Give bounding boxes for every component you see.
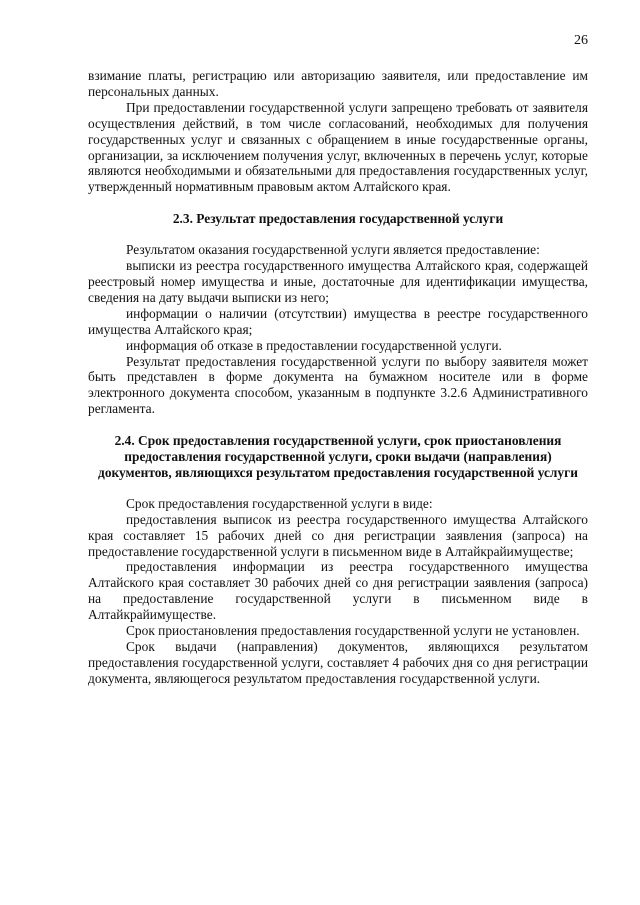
document-body (88, 68, 588, 687)
paragraph-result-extract: выписки из реестра государственного имущества Алтайского края, содержащей реестровый номер имущества и иные, достаточные для идентификации имущества, сведения на дату выдачи выписки из него; (88, 258, 588, 305)
paragraph-result-form: Результат предоставления государственной услуги по выбору заявителя может быть представлен в форме документа на бумажном носителе или в форме электронного документа способом, указанным в подпункте 3.2.6 Административного регламента. (88, 353, 588, 417)
paragraph-prohibition: При предоставлении государственной услуги запрещено требовать от заявителя осуществления действий, в том числе согласований, необходимых для получения государственных услуг и связанных с обращением в иные государственные органы, организации, за исключением получения услуг, включенных в перечень услуг, которые являются необходимыми и обязательными для предоставления государственных услуг, утвержденный нормативным правовым актом Алтайского края. (88, 99, 588, 195)
spacer (88, 481, 588, 496)
paragraph-term-information: предоставления информации из реестра государственного имущества Алтайского края составляет 30 рабочих дней со дня регистрации заявления (запроса) на предоставление государственной услуги в письменном виде в Алтайкрайимуществе. (88, 559, 588, 623)
spacer (88, 227, 588, 242)
spacer (88, 195, 588, 211)
paragraph-term-issuance: Срок выдачи (направления) документов, являющихся результатом предоставления государственной услуги, составляет 4 рабочих дня со дня регистрации документа, являющегося результатом предоставления государственной услуги. (88, 639, 588, 686)
paragraph-result-refusal: информация об отказе в предоставлении государственной услуги. (126, 337, 502, 353)
paragraph-term-suspension: Срок приостановления предоставления государственной услуги не установлен. (126, 623, 580, 639)
page-number: 26 (574, 33, 588, 48)
paragraph-result-info: информации о наличии (отсутствии) имущества в реестре государственного имущества Алтайского края; (88, 305, 588, 337)
section-heading-2-4: 2.4. Срок предоставления государственной услуги, срок приостановления предоставления государственной услуги, сроки выдачи (направления) документов, являющихся результатом предоставления государственной услуги (98, 433, 578, 480)
section-heading-2-3: 2.3. Результат предоставления государственной услуги (172, 211, 504, 227)
spacer (88, 417, 588, 433)
paragraph-term-extracts: предоставления выписок из реестра государственного имущества Алтайского края составляет 15 рабочих дней со дня регистрации заявления (запроса) на предоставление государственной услуги в письменном виде в Алтайкрайимуществе; (88, 511, 588, 559)
paragraph-continuation: взимание платы, регистрацию или авторизацию заявителя, или предоставление им персональных данных. (88, 68, 588, 99)
paragraph-term-intro: Срок предоставления государственной услуги в виде: (126, 495, 433, 511)
paragraph-result-intro: Результатом оказания государственной услуги является предоставление: (126, 242, 540, 258)
